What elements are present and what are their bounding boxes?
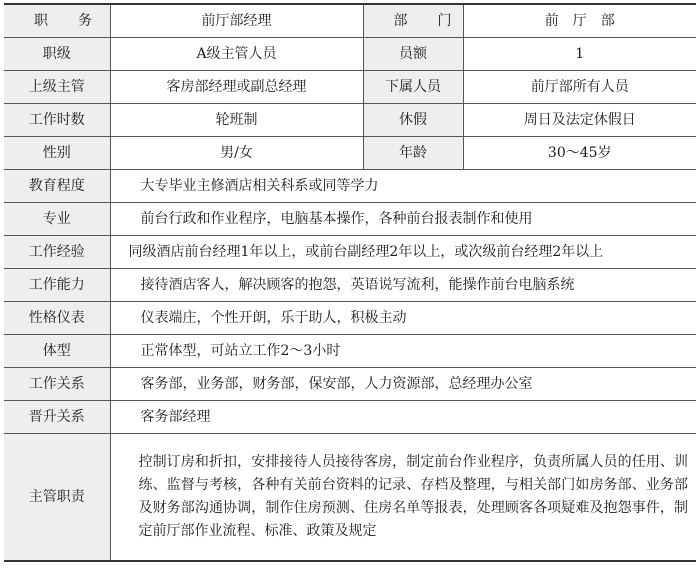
field-label: 专业: [4, 203, 110, 236]
field-label: 性格仪表: [4, 302, 110, 335]
field-label: 工作时数: [4, 104, 110, 137]
table-row: [4, 170, 696, 203]
field-label: 性别: [4, 137, 110, 170]
table-row: [4, 236, 696, 269]
position-label: 职务: [4, 4, 110, 38]
field-label: 工作经验: [4, 236, 110, 269]
job-description-table: [4, 3, 696, 562]
field-value: 客务部，业务部，财务部，保安部，人力资源部，总经理办公室: [110, 368, 696, 401]
field-label: 职级: [4, 38, 110, 71]
duties-label: 主管职责: [4, 434, 110, 562]
field-value: 客房部经理或副总经理: [110, 71, 363, 104]
field-value: 轮班制: [110, 104, 363, 137]
field-label: 年龄: [363, 137, 463, 170]
field-value: 大专毕业主修酒店相关科系或同等学力: [110, 170, 696, 203]
table-row: [4, 38, 696, 71]
table-row: [4, 401, 696, 434]
field-value: 仪表端庄，个性开朗，乐于助人，积极主动: [110, 302, 696, 335]
field-label: 员额: [363, 38, 463, 71]
field-value: 男/女: [110, 137, 363, 170]
field-label: 体型: [4, 335, 110, 368]
field-value: 客务部经理: [110, 401, 696, 434]
table-row: [4, 302, 696, 335]
table-row: [4, 104, 696, 137]
department-label: 部门: [363, 4, 463, 38]
table-row: [4, 203, 696, 236]
field-value: 周日及法定休假日: [463, 104, 696, 137]
field-label: 工作关系: [4, 368, 110, 401]
field-value: A级主管人员: [110, 38, 363, 71]
table-row: [4, 269, 696, 302]
field-label: 下属人员: [363, 71, 463, 104]
field-label: 上级主管: [4, 71, 110, 104]
field-label: 休假: [363, 104, 463, 137]
field-label: 教育程度: [4, 170, 110, 203]
table-row: [4, 137, 696, 170]
field-value: 同级酒店前台经理1年以上，或前台副经理2年以上，或次级前台经理2年以上: [110, 236, 696, 269]
position-value: 前厅部经理: [110, 4, 363, 38]
field-value: 接待酒店客人，解决顾客的抱怨，英语说写流利，能操作前台电脑系统: [110, 269, 696, 302]
field-value: 前台行政和作业程序，电脑基本操作，各种前台报表制作和使用: [110, 203, 696, 236]
field-value: 1: [463, 38, 696, 71]
field-label: 晋升关系: [4, 401, 110, 434]
table-row: [4, 335, 696, 368]
field-label: 工作能力: [4, 269, 110, 302]
table-row: [4, 368, 696, 401]
field-value: 30～45岁: [463, 137, 696, 170]
field-value: 前厅部所有人员: [463, 71, 696, 104]
table-row: [4, 71, 696, 104]
header-row: [4, 4, 696, 38]
duties-row: [4, 434, 696, 562]
duties-value: 控制订房和折扣，安排接待人员接待客房，制定前台作业程序，负责所属人员的任用、训练、监督与考核，各种有关前台资料的记录、存档及整理，与相关部门如房务部、业务部及财务部沟通协调，制作住房预测、住房名单等报表，处理顾客各项疑难及抱怨事件，制定前厅部作业流程、标准、政策及规定: [110, 434, 696, 562]
department-value: 前厅部: [463, 4, 696, 38]
field-value: 正常体型，可站立工作2～3小时: [110, 335, 696, 368]
